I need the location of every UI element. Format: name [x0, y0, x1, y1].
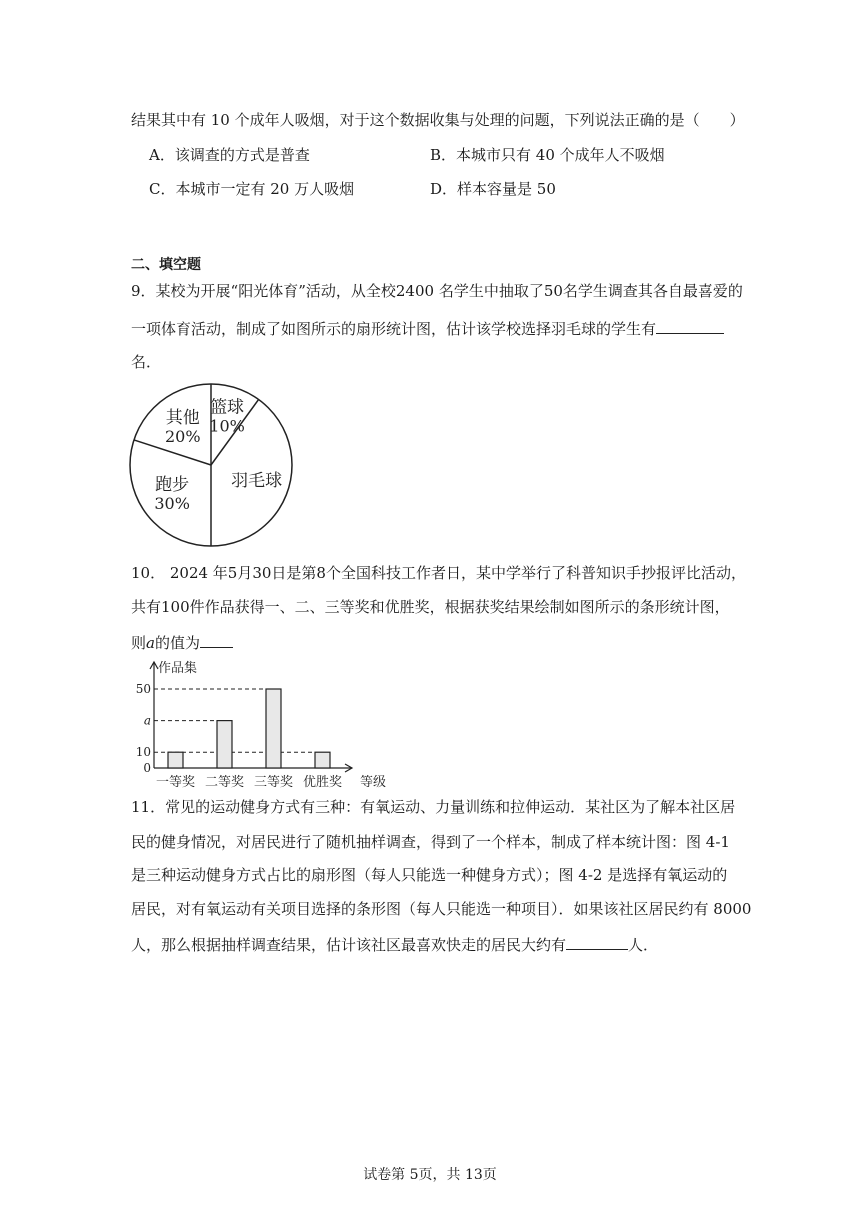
- y-tick-label: 10: [135, 745, 151, 760]
- q11-line2: 民的健身情况，对居民进行了随机抽样调查，得到了一个样本，制成了样本统计图：图 4-1: [131, 833, 730, 851]
- q11-answer-blank[interactable]: [566, 933, 628, 950]
- y-tick-label: a: [143, 713, 151, 728]
- q10-variable-a: a: [146, 634, 155, 652]
- q8-stem: 结果其中有 10 个成年人吸烟，对于这个数据收集与处理的问题，下列说法正确的是（ ）: [131, 111, 745, 129]
- y-tick-label: 50: [135, 682, 151, 696]
- pie-slice-label: 跑步: [155, 475, 190, 496]
- q9-line2: [131, 317, 724, 339]
- q10-line2: 共有100件作品获得一、二、三等奖和优胜奖，根据获奖结果绘制如图所示的条形统计图，: [131, 598, 730, 616]
- pie-chart: [126, 380, 296, 550]
- q11-line4: 居民，对有氧运动有关项目选择的条形图（每人只能选一种项目）．如果该社区居民约有 8000: [131, 900, 752, 918]
- bar-chart: [130, 656, 400, 792]
- bar: [266, 689, 281, 768]
- x-tick-label: 一等奖: [155, 775, 196, 790]
- pie-slice-label: 篮球: [210, 397, 245, 418]
- pie-slice-label: 其他: [165, 408, 200, 429]
- q9-answer-blank[interactable]: [656, 317, 724, 334]
- pie-slice-percent: 30%: [154, 494, 190, 514]
- q9-line3: 名．: [131, 353, 162, 371]
- y-tick-label: 0: [143, 761, 151, 775]
- y-axis-label: 作品集: [158, 661, 198, 676]
- bar: [315, 752, 330, 768]
- q10-line3: [131, 631, 233, 653]
- x-axis-label: 等级: [359, 775, 387, 790]
- q9-line1: 9．某校为开展“阳光体育”活动，从全校2400 名学生中抽取了50名学生调查其各自最喜爱的: [131, 282, 743, 300]
- x-tick-label: 二等奖: [204, 775, 245, 790]
- q8-option-d: D．样本容量是 50: [430, 180, 556, 198]
- pie-slice-percent: 20%: [165, 427, 201, 447]
- q10-line3-pre: 则: [131, 634, 147, 652]
- pie-slice-percent: 10%: [209, 416, 245, 436]
- q10-answer-blank[interactable]: [200, 631, 233, 648]
- q10-line3-post: 的值为: [154, 634, 200, 652]
- q8-option-a: A．该调查的方式是普查: [149, 146, 310, 164]
- q9-line2-text: 一项体育活动，制成了如图所示的扇形统计图，估计该学校选择羽毛球的学生有: [131, 320, 657, 338]
- section-title: 二、填空题: [131, 257, 201, 273]
- q8-option-b: B．本城市只有 40 个成年人不吸烟: [430, 146, 665, 164]
- q10-line1: 10． 2024 年5月30日是第8个全国科技工作者日，某中学举行了科普知识手抄报评比活动，: [131, 564, 746, 582]
- page-footer: 试卷第 5页，共 13页: [363, 1167, 497, 1183]
- q11-line3: 是三种运动健身方式占比的扇形图（每人只能选一种健身方式）；图 4-2 是选择有氧运动的: [131, 866, 728, 884]
- q11-line1: 11．常见的运动健身方式有三种：有氧运动、力量训练和拉伸运动．某社区为了解本社区居: [131, 798, 736, 816]
- x-tick-label: 三等奖: [253, 775, 294, 790]
- x-tick-label: 优胜奖: [302, 775, 343, 790]
- q11-line5: [131, 933, 658, 955]
- bar: [168, 752, 183, 768]
- q8-option-c: C．本城市一定有 20 万人吸烟: [149, 180, 355, 198]
- bar: [217, 721, 232, 768]
- q11-line5-pre: 人，那么根据抽样调查结果，估计该社区最喜欢快走的居民大约有: [131, 936, 567, 954]
- pie-slice-label: 羽毛球: [231, 470, 283, 491]
- q11-line5-post: 人．: [628, 936, 659, 954]
